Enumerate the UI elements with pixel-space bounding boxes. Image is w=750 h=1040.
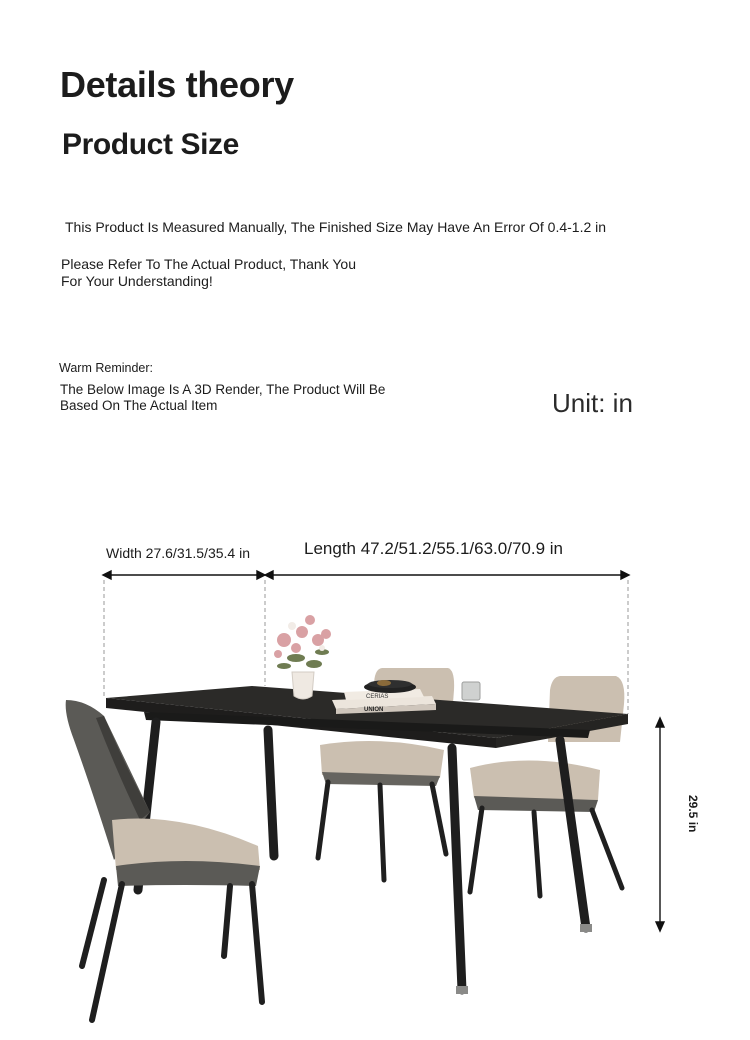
height-dimension-line: [656, 718, 664, 931]
length-dimension-line: [265, 571, 629, 579]
warm-reminder-line-1: The Below Image Is A 3D Render, The Product Will Be: [60, 382, 386, 397]
front-chair-left: [66, 700, 262, 1020]
warm-reminder-label: Warm Reminder:: [59, 361, 153, 375]
width-dimension-line: [103, 571, 265, 579]
length-dimension-label: Length 47.2/51.2/55.1/63.0/70.9 in: [304, 539, 564, 558]
book-spine-top: CERIAS: [366, 694, 389, 700]
section-title: Product Size: [62, 128, 239, 161]
thanks-note-line-1: Please Refer To The Actual Product, Thank You: [61, 256, 356, 272]
width-dimension-label: Width 27.6/31.5/35.4 in: [106, 545, 250, 561]
warm-reminder-line-2: Based On The Actual Item: [60, 398, 218, 413]
page-title: Details theory: [60, 64, 294, 105]
measurement-note: This Product Is Measured Manually, The Finished Size May Have An Error Of 0.4-1.2 in: [65, 219, 607, 235]
flower-vase: [274, 615, 331, 699]
book-spine-bottom: UNION: [364, 707, 384, 713]
unit-label: Unit: in: [552, 388, 633, 418]
height-dimension-label: 29.5 in: [686, 795, 700, 833]
thanks-note-line-2: For Your Understanding!: [61, 273, 213, 289]
